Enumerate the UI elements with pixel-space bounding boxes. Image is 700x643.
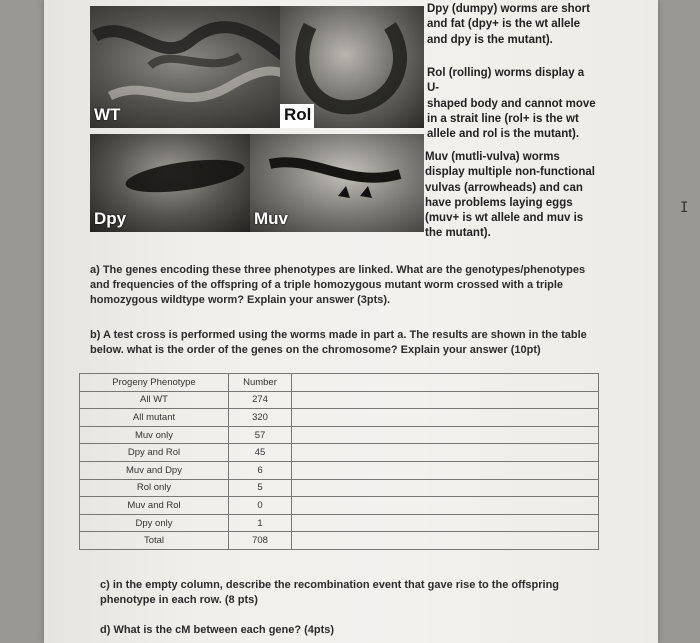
muv-worm-photo [250,134,424,232]
muv-label: Muv [254,209,288,228]
number-cell: 708 [229,532,292,550]
number-cell: 0 [229,497,292,515]
number-cell: 6 [229,461,292,479]
explanation-cell [292,409,599,427]
question-b: b) A test cross is performed using the worms made in part a. The results are shown in the table below. what is the order of the genes on the chromosome? Explain your answer (10pt) [90,329,587,356]
table-row [80,426,599,444]
muv-description: Muv (mutli-vulva) worms display multiple non-functional vulvas (arrowheads) and can have problems laying eggs (muv+ is wt allele and muv is the mutant). [425,151,595,240]
number-cell: 57 [229,426,292,444]
worksheet-page [44,0,658,643]
number-cell: 5 [229,479,292,497]
explanation-cell [292,514,599,532]
text-cursor-icon: I [680,200,689,216]
number-cell: 320 [229,409,292,427]
rol-worm-photo [280,6,424,128]
dpy-worm-photo [90,134,250,232]
table-header-row [80,374,599,392]
phenotype-cell: Muv only [80,426,229,444]
explanation-cell [292,532,599,550]
number-cell: 274 [229,391,292,409]
explanation-cell [292,497,599,515]
rol-label: Rol [284,105,312,124]
question-d: d) What is the cM between each gene? (4pts) [100,624,335,636]
table-row [80,514,599,532]
explanation-cell [292,426,599,444]
explanation-cell [292,374,599,392]
phenotype-cell: Progeny Phenotype [80,374,229,392]
phenotype-cell: All mutant [80,409,229,427]
table-row [80,497,599,515]
explanation-cell [292,479,599,497]
phenotype-cell: Rol only [80,479,229,497]
explanation-cell [292,391,599,409]
phenotype-cell: Muv and Rol [80,497,229,515]
table-row [80,409,599,427]
arrowhead-icon [360,186,372,198]
phenotype-cell: Dpy only [80,514,229,532]
table-row [80,479,599,497]
dpy-description: Dpy (dumpy) worms are short and fat (dpy+ is the wt allele and dpy is the mutant). [427,3,590,46]
question-a: a) The genes encoding these three phenotypes are linked. What are the genotypes/phenotypes and frequencies of the offspring of a triple homozygous mutant worm crossed with a triple homozygous wildtype worm? Explain your answer (3pts). [90,264,586,306]
rol-description: Rol (rolling) worms display a U- shaped body and cannot move in a strait line (rol+ is the wt allele and rol is the mutant). [427,67,596,141]
dpy-label: Dpy [94,209,127,228]
wt-label: WT [94,105,121,124]
arrowhead-icon [338,186,350,198]
number-cell: 1 [229,514,292,532]
table-row [80,391,599,409]
phenotype-cell: Dpy and Rol [80,444,229,462]
explanation-cell [292,461,599,479]
table-row [80,532,599,550]
table-row [80,461,599,479]
number-cell: Number [229,374,292,392]
number-cell: 45 [229,444,292,462]
progeny-table [79,373,599,550]
table-row [80,444,599,462]
phenotype-cell: Muv and Dpy [80,461,229,479]
explanation-cell [292,444,599,462]
question-c: c) in the empty column, describe the recombination event that gave rise to the offspring phenotype in each row. (8 pts) [100,579,560,606]
phenotype-cell: All WT [80,391,229,409]
phenotype-cell: Total [80,532,229,550]
